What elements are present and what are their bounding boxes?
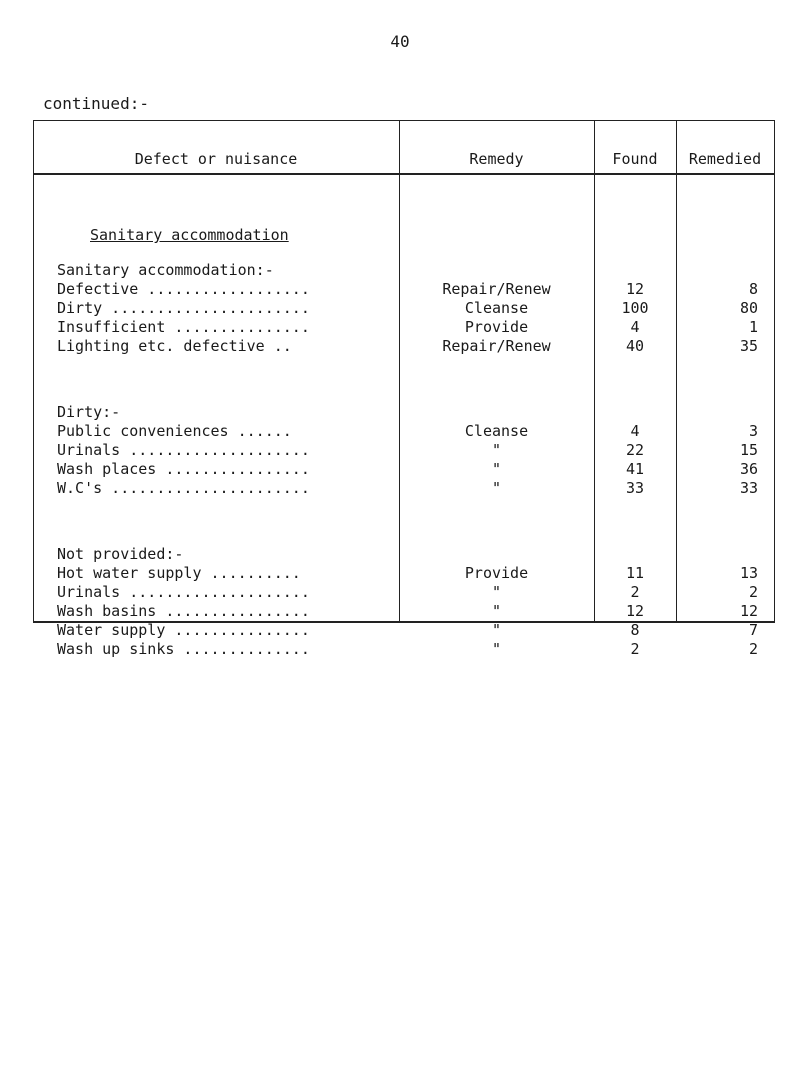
remedy-cell: " bbox=[491, 602, 502, 620]
nuisance-table bbox=[33, 120, 775, 658]
group-title-row bbox=[33, 403, 775, 422]
remedied-cell: 1 bbox=[748, 318, 758, 336]
remedied-cell: 13 bbox=[739, 564, 758, 582]
defect-cell: Defective .................. bbox=[57, 280, 310, 298]
defect-cell: Public conveniences ...... bbox=[57, 422, 292, 440]
group-title-row bbox=[33, 261, 775, 280]
defect-cell: W.C's ...................... bbox=[57, 479, 310, 497]
defect-cell: Wash places ................ bbox=[57, 460, 310, 478]
table-row bbox=[33, 318, 775, 337]
remedy-cell: " bbox=[491, 583, 502, 601]
table-row bbox=[33, 299, 775, 318]
continued-label: continued:- bbox=[43, 94, 149, 113]
table-row bbox=[33, 422, 775, 441]
remedied-cell: 15 bbox=[739, 441, 758, 459]
table-row bbox=[33, 441, 775, 460]
found-cell: 12 bbox=[625, 602, 645, 620]
table-row bbox=[33, 602, 775, 621]
defect-cell: Urinals .................... bbox=[57, 441, 310, 459]
defect-cell: Dirty ...................... bbox=[57, 299, 310, 317]
remedy-cell: " bbox=[491, 621, 502, 639]
found-cell: 11 bbox=[625, 564, 645, 582]
defect-cell: Urinals .................... bbox=[57, 583, 310, 601]
remedy-cell: Cleanse bbox=[464, 299, 529, 317]
group-title: Not provided:- bbox=[57, 545, 184, 563]
table-row bbox=[33, 564, 775, 583]
found-cell: 41 bbox=[625, 460, 645, 478]
remedy-cell: " bbox=[491, 640, 502, 658]
header-remedy: Remedy bbox=[469, 150, 524, 168]
remedy-cell: Provide bbox=[464, 318, 529, 336]
defect-cell: Insufficient ............... bbox=[57, 318, 310, 336]
found-cell: 40 bbox=[625, 337, 645, 355]
remedy-cell: Repair/Renew bbox=[442, 337, 551, 355]
table-row bbox=[33, 460, 775, 479]
found-cell: 33 bbox=[625, 479, 645, 497]
found-cell: 22 bbox=[625, 441, 645, 459]
group-title: Sanitary accommodation:- bbox=[57, 261, 274, 279]
remedy-cell: " bbox=[491, 460, 502, 478]
header-defect: Defect or nuisance bbox=[134, 150, 298, 168]
defect-cell: Wash up sinks .............. bbox=[57, 640, 310, 658]
remedied-cell: 3 bbox=[748, 422, 758, 440]
remedied-cell: 2 bbox=[748, 640, 758, 658]
table-row bbox=[33, 479, 775, 498]
found-cell: 4 bbox=[630, 318, 640, 336]
header-found: Found bbox=[612, 150, 658, 168]
defect-cell: Hot water supply .......... bbox=[57, 564, 301, 582]
table-row bbox=[33, 337, 775, 356]
remedied-cell: 2 bbox=[748, 583, 758, 601]
found-cell: 12 bbox=[625, 280, 645, 298]
remedy-cell: Cleanse bbox=[464, 422, 529, 440]
header-rule bbox=[33, 173, 775, 175]
table-row bbox=[33, 640, 775, 659]
remedied-cell: 7 bbox=[748, 621, 758, 639]
table-row bbox=[33, 621, 775, 640]
remedied-cell: 80 bbox=[739, 299, 758, 317]
table-row bbox=[33, 583, 775, 602]
remedy-cell: Provide bbox=[464, 564, 529, 582]
found-cell: 8 bbox=[630, 621, 640, 639]
section-heading: Sanitary accommodation bbox=[90, 226, 289, 244]
defect-cell: Lighting etc. defective .. bbox=[57, 337, 292, 355]
remedied-cell: 36 bbox=[739, 460, 758, 478]
remedy-cell: " bbox=[491, 479, 502, 497]
defect-cell: Wash basins ................ bbox=[57, 602, 310, 620]
found-cell: 4 bbox=[630, 422, 640, 440]
defect-cell: Water supply ............... bbox=[57, 621, 310, 639]
found-cell: 100 bbox=[621, 299, 649, 317]
remedy-cell: Repair/Renew bbox=[442, 280, 551, 298]
remedied-cell: 33 bbox=[739, 479, 758, 497]
remedy-cell: " bbox=[491, 441, 502, 459]
remedied-cell: 35 bbox=[739, 337, 758, 355]
header-remedied: Remedied bbox=[688, 150, 762, 168]
remedied-cell: 8 bbox=[748, 280, 758, 298]
found-cell: 2 bbox=[630, 640, 640, 658]
page-number: 40 bbox=[390, 32, 410, 51]
table-row bbox=[33, 280, 775, 299]
found-cell: 2 bbox=[630, 583, 640, 601]
remedied-cell: 12 bbox=[739, 602, 758, 620]
group-title: Dirty:- bbox=[57, 403, 121, 421]
group-title-row bbox=[33, 545, 775, 564]
